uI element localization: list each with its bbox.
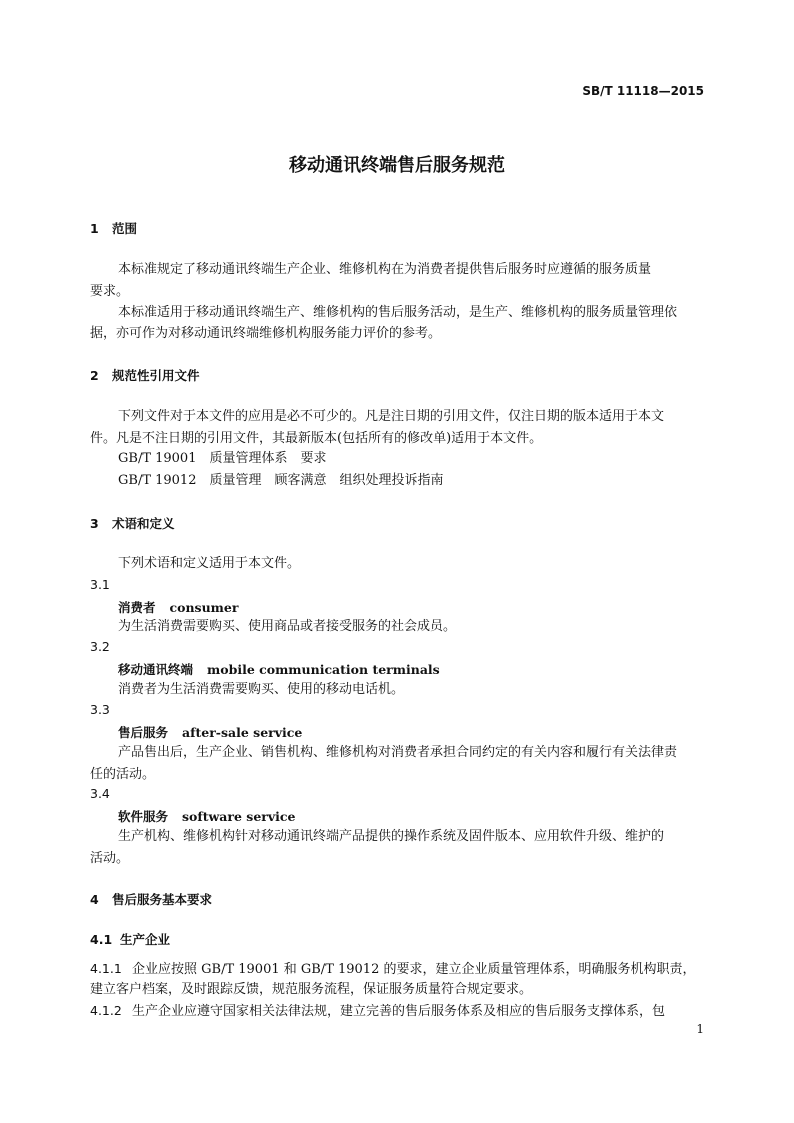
section-title: 规范性引用文件 — [112, 368, 200, 383]
section-1-heading — [90, 219, 137, 237]
term-en: software service — [182, 809, 296, 824]
section-number: 2 — [90, 368, 99, 383]
term-zh: 软件服务 — [118, 809, 169, 824]
subsection-title: 生产企业 — [120, 932, 171, 947]
section-2-heading — [90, 366, 200, 384]
term-zh: 消费者 — [118, 600, 156, 615]
paragraph-continuation: 据，亦可作为对移动通讯终端维修机构服务能力评价的参考。 — [90, 326, 442, 341]
clause-4-1-2 — [90, 1000, 665, 1023]
term-en: after-sale service — [182, 725, 303, 740]
term-title — [118, 660, 440, 678]
term-definition-continuation: 活动。 — [90, 851, 130, 866]
term-definition: 产品售出后，生产企业、销售机构、维修机构对消费者承担合同约定的有关内容和履行有关法律责 — [118, 745, 678, 760]
paragraph: 下列术语和定义适用于本文件。 — [118, 556, 301, 571]
term-number: 3.3 — [90, 702, 110, 717]
term-number: 3.4 — [90, 786, 110, 801]
subsection-number: 4.1 — [90, 932, 113, 947]
term-title — [118, 598, 238, 616]
paragraph-continuation: 要求。 — [90, 284, 130, 299]
term-definition: 生产机构、维修机构针对移动通讯终端产品提供的操作系统及固件版本、应用软件升级、维护的 — [118, 829, 665, 844]
term-title — [118, 723, 302, 741]
document-title: 移动通讯终端售后服务规范 — [289, 155, 505, 176]
clause-continuation: 建立客户档案，及时跟踪反馈，规范服务流程，保证服务质量符合规定要求。 — [90, 982, 533, 997]
term-zh: 售后服务 — [118, 725, 169, 740]
section-number: 3 — [90, 516, 99, 531]
term-number: 3.2 — [90, 639, 110, 654]
term-definition-continuation: 任的活动。 — [90, 767, 156, 782]
term-en: consumer — [169, 600, 239, 615]
clause-text: 生产企业应遵守国家相关法律法规，建立完善的售后服务体系及相应的售后服务支撑体系，包 — [132, 1004, 666, 1019]
paragraph-continuation: 件。凡是不注日期的引用文件，其最新版本(包括所有的修改单)适用于本文件。 — [90, 431, 543, 446]
paragraph: 本标准规定了移动通讯终端生产企业、维修机构在为消费者提供售后服务时应遵循的服务质量 — [118, 262, 652, 277]
normative-reference: GB/T 19012 质量管理 顾客满意 组织处理投诉指南 — [118, 473, 444, 488]
standard-code: SB/T 11118—2015 — [582, 84, 704, 98]
subsection-4-1-heading — [90, 930, 170, 948]
section-title: 术语和定义 — [112, 516, 175, 531]
clause-text: 企业应按照 GB/T 19001 和 GB/T 19012 的要求，建立企业质量管理体系，明确服务机构职责， — [132, 962, 696, 977]
section-number: 4 — [90, 892, 99, 907]
clause-4-1-1 — [90, 958, 695, 981]
section-title: 售后服务基本要求 — [112, 892, 213, 907]
term-number: 3.1 — [90, 577, 110, 592]
normative-reference: GB/T 19001 质量管理体系 要求 — [118, 451, 327, 466]
term-title — [118, 807, 295, 825]
paragraph: 下列文件对于本文件的应用是必不可少的。凡是注日期的引用文件，仅注日期的版本适用于本文 — [118, 409, 665, 424]
clause-number: 4.1.1 — [90, 961, 122, 976]
term-zh: 移动通讯终端 — [118, 662, 194, 677]
page-number: 1 — [696, 1022, 704, 1036]
term-en: mobile communication terminals — [207, 662, 440, 677]
clause-number: 4.1.2 — [90, 1003, 122, 1018]
paragraph: 本标准适用于移动通讯终端生产、维修机构的售后服务活动，是生产、维修机构的服务质量管理依 — [118, 305, 678, 320]
section-3-heading — [90, 514, 175, 532]
term-definition: 消费者为生活消费需要购买、使用的移动电话机。 — [118, 682, 405, 697]
section-title: 范围 — [112, 221, 138, 236]
term-definition: 为生活消费需要购买、使用商品或者接受服务的社会成员。 — [118, 619, 457, 634]
section-number: 1 — [90, 221, 99, 236]
section-4-heading — [90, 890, 212, 908]
